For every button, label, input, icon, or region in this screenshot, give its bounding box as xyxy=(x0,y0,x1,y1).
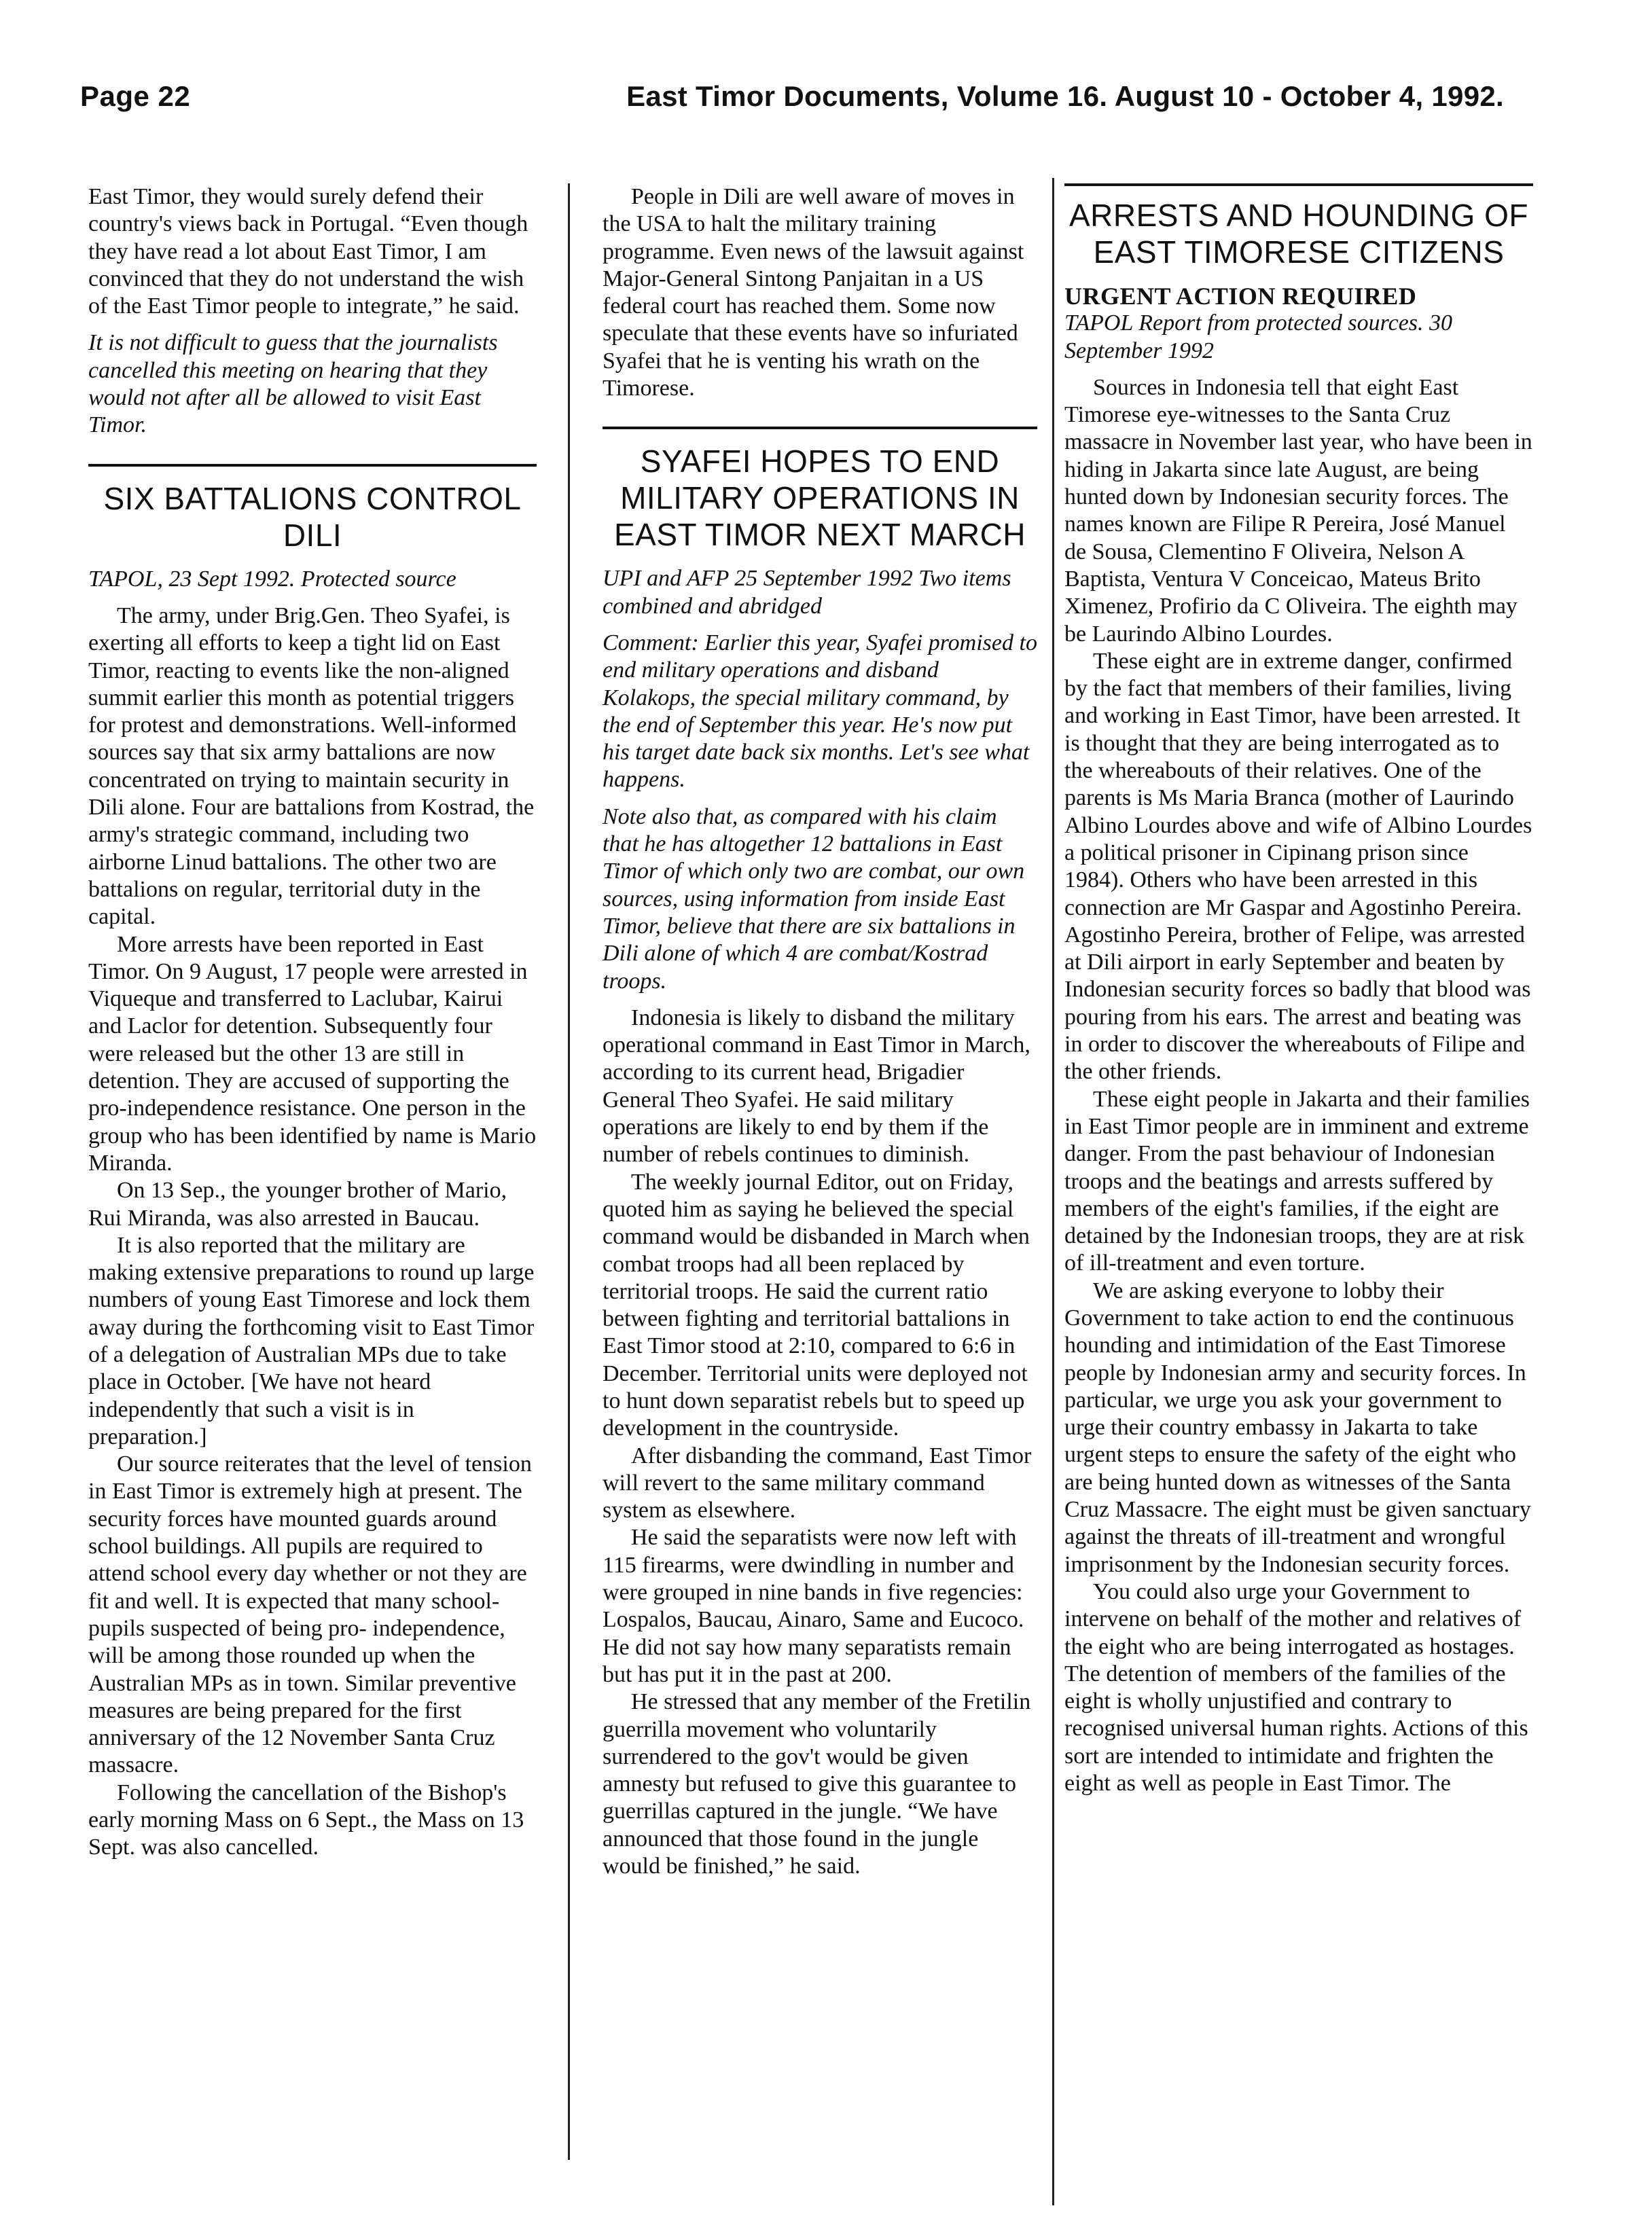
section-rule xyxy=(1064,183,1533,186)
section-rule xyxy=(88,464,537,467)
editorial-note: It is not difficult to guess that the journalists cancelled this meeting on hearing that they would not after all be allowed to visit East Timor. xyxy=(88,330,498,438)
paragraph: He said the separatists were now left with 115 firearms, were dwindling in number and were grouped in nine bands in five regencies: Lospalos, Baucau, Ainaro, Same and Eucoco. He did not say how many separatists remain but has put it in the past at 200. xyxy=(603,1525,1024,1687)
paragraph: On 13 Sep., the younger brother of Mario, Rui Miranda, was also arrested in Baucau. xyxy=(88,1178,507,1231)
paragraph: The army, under Brig.Gen. Theo Syafei, is exerting all efforts to keep a tight lid on East Timor, reacting to events like the non-aligned summit earlier this month as potential triggers for protest and demonstrations. Well-informed sources say that six army battalions are now concentrated on trying to maintain security in Dili alone. Four are battalions from Kostrad, the army's strategic command, including two airborne Linud battalions. The other two are battalions on regular, territorial duty in the capital. xyxy=(88,602,535,930)
paragraph: Indonesia is likely to disband the military operational command in East Timor in March, according to its current head, Brigadier General Theo Syafei. He said military operations are likely to end by them if the number of rebels continues to diminish. xyxy=(603,1005,1030,1168)
paragraph: These eight people in Jakarta and their families in East Timor people are in imminent and extreme danger. From the past behaviour of Indonesian troops and the beatings and arrests suffered by members of the eight's families, if the eight are detained by the Indonesian troops, they are at risk of ill-treatment and even torture. xyxy=(1064,1086,1530,1276)
column-2 xyxy=(603,183,1037,2173)
paragraph: More arrests have been reported in East Timor. On 9 August, 17 people were arrested in Viqueque and transferred to Laclubar, Kairui and Laclor for detention. Subsequently four were released but the other 13 are still in detention. They are accused of supporting the pro-independence resistance. One person in the group who has been identified by name is Mario Miranda. xyxy=(88,931,537,1176)
column-divider-right xyxy=(1052,178,1054,2205)
paragraph: He stressed that any member of the Fretilin guerrilla movement who voluntarily surrendered to the gov't would be given amnesty but refused to give this guarantee to guerrillas captured in the jungle. “We have announced that those found in the jungle would be finished,” he said. xyxy=(603,1689,1031,1879)
column-3 xyxy=(1064,183,1533,2173)
editorial-comment: Comment: Earlier this year, Syafei promised to end military operations and disband Kolakops, the special military command, by the end of September this year. He's now put his target date back six months. Let's see what happens. xyxy=(603,630,1037,793)
column-divider-left xyxy=(568,183,570,2160)
paragraph: You could also urge your Government to intervene on behalf of the mother and relatives of the eight who are being interrogated as hostages. The detention of members of the families of the eight is wholly unjustified and contrary to recognised universal human rights. Actions of this sort are intended to intimidate and frighten the eight as well as people in East Timor. The xyxy=(1064,1578,1528,1796)
section-rule xyxy=(603,427,1037,429)
article-headline: SYAFEI HOPES TO END MILITARY OPERATIONS IN EAST TIMOR NEXT MARCH xyxy=(613,444,1026,553)
column-1 xyxy=(88,183,537,2173)
paragraph: These eight are in extreme danger, confirmed by the fact that members of their families, living and working in East Timor, have been arrested. It is thought that they are being interrogated as to the whereabouts of their relatives. One of the parents is Ms Maria Branca (mother of Laurindo Albino Lourdes above and wife of Albino Lourdes a political prisoner in Cipinang prison since 1984). Others who have been arrested in this connection are Mr Gaspar and Agostinho Pereira. Agostinho Pereira, brother of Felipe, was arrested at Dili airport in early September and beaten by Indonesian security forces so badly that blood was pouring from his ears. The arrest and beating was in order to discover the whereabouts of Filipe and the other friends. xyxy=(1064,648,1532,1085)
paragraph: East Timor, they would surely defend their country's views back in Portugal. “Even though they have read a lot about East Timor, I am convinced that they do not understand the wish of the East Timor people to integrate,” he said. xyxy=(88,184,528,319)
paragraph: It is also reported that the military are making extensive preparations to round up large numbers of young East Timorese and lock them away during the forthcoming visit to East Timor of a delegation of Australian MPs due to take place in October. [We have not heard independently that such a visit is in preparation.] xyxy=(88,1232,535,1449)
paragraph: Our source reiterates that the level of tension in East Timor is extremely high at present. The security forces have mounted guards around school buildings. All pupils are required to attend school every day whether or not they are fit and well. It is expected that many school-pupils suspected of being pro- independence, will be among those rounded up when the Australian MPs as in town. Similar preventive measures are being prepared for the first anniversary of the 12 November Santa Cruz massacre. xyxy=(88,1451,532,1778)
paragraph: After disbanding the command, East Timor will revert to the same military command system as elsewhere. xyxy=(603,1443,1032,1523)
article-source: TAPOL, 23 Sept 1992. Protected source xyxy=(88,566,456,592)
running-header: East Timor Documents, Volume 16. August 10 - October 4, 1992. xyxy=(626,80,1504,112)
article-source: UPI and AFP 25 September 1992 Two items combined and abridged xyxy=(603,566,1011,619)
paragraph: The weekly journal Editor, out on Friday, quoted him as saying he believed the special command would be disbanded in March when combat troops had all been replaced by territorial troops. He said the current ratio between fighting and territorial battalions in East Timor stood at 2:10, compared to 6:6 in December. Territorial units were deployed not to hunt down separatist rebels but to speed up development in the countryside. xyxy=(603,1169,1030,1441)
article-source: TAPOL Report from protected sources. 30 September 1992 xyxy=(1064,310,1453,363)
page-header xyxy=(0,0,1652,136)
editorial-note: Note also that, as compared with his claim that he has altogether 12 battalions in East Timor of which only two are combat, our own sources, using information from inside East Timor, believe that there are six battalions in Dili alone of which 4 are combat/Kostrad troops. xyxy=(603,803,1025,994)
article-headline: ARRESTS AND HOUNDING OF EAST TIMORESE CITIZENS xyxy=(1069,198,1528,270)
page-number: Page 22 xyxy=(80,80,191,112)
article-headline: SIX BATTALIONS CONTROL DILI xyxy=(103,480,522,553)
paragraph: We are asking everyone to lobby their Government to take action to end the continuous hounding and intimidation of the East Timorese people by Indonesian army and security forces. In particular, we urge you ask your government to urge their country embassy in Jakarta to take urgent steps to ensure the safety of the eight who are being hunted down as witnesses of the Santa Cruz Massacre. The eight must be given sanctuary against the threats of ill-treatment and wrongful imprisonment by the Indonesian security forces. xyxy=(1064,1278,1531,1577)
paragraph: Following the cancellation of the Bishop's early morning Mass on 6 Sept., the Mass on 13 Sept. was also cancelled. xyxy=(88,1780,524,1860)
paragraph: People in Dili are well aware of moves in the USA to halt the military training programme. Even news of the lawsuit against Major-General Sintong Panjaitan in a US federal court has reached them. Some now speculate that these events have so infuriated Syafei that he is venting his wrath on the Timorese. xyxy=(603,184,1024,401)
article-kicker: URGENT ACTION REQUIRED xyxy=(1064,283,1417,310)
paragraph: Sources in Indonesia tell that eight East Timorese eye-witnesses to the Santa Cruz massacre in November last year, who have been in hiding in Jakarta since late August, are being hunted down by Indonesian security forces. The names known are Filipe R Pereira, José Manuel de Sousa, Clementino F Oliveira, Nelson A Baptista, Ventura V Conceicao, Mateus Brito Ximenez, Profirio da C Oliveira. The eighth may be Laurindo Albino Lourdes. xyxy=(1064,374,1532,647)
